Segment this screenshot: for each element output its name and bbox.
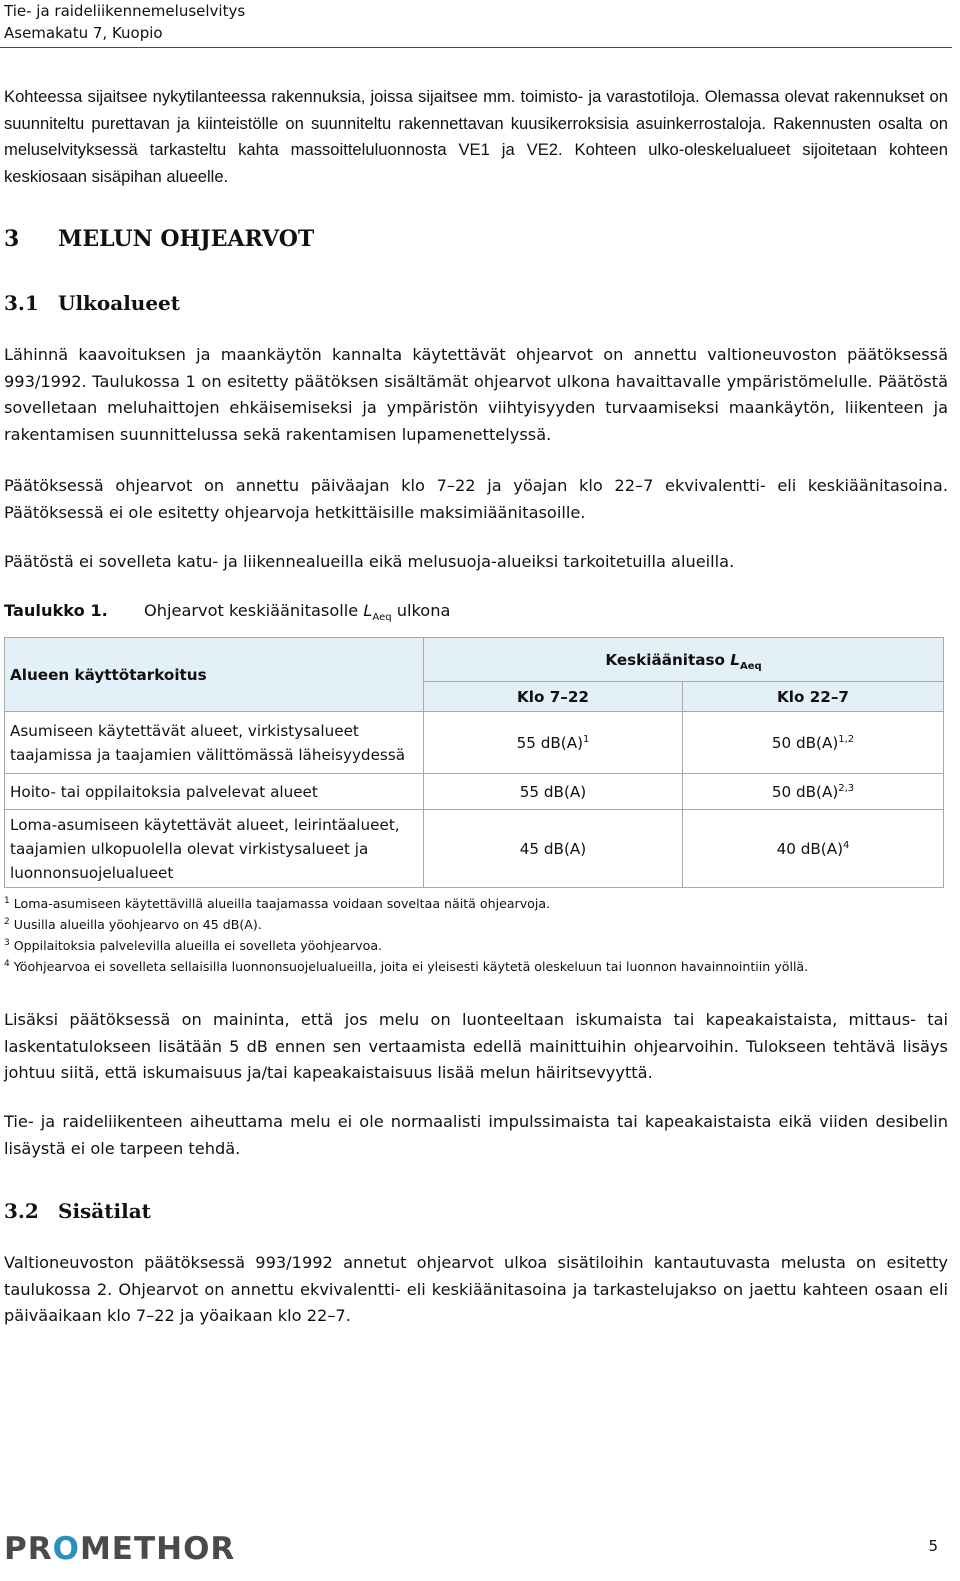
- row-purpose: Loma-asumiseen käytettävät alueet, leirintäalueet, taajamien ulkopuolella olevat virkistysalueet ja luonnonsuojelualueet: [5, 810, 424, 888]
- paragraph-paivaaika: Päätöksessä ohjearvot on annettu päiväajan klo 7–22 ja yöajan klo 22–7 ekvivalentti- eli keskiäänitasoina. Päätöksessä ei ole esitetty ohjearvoja hetkittäisille maksimiäänitasoille.: [4, 476, 948, 522]
- footnote: $^3$ Oppilaitoksia palvelevilla alueilla ei sovelleta yöohjearvoa.: [4, 937, 383, 953]
- section-number: 3: [4, 226, 20, 252]
- page-number: 5: [928, 1537, 938, 1555]
- paragraph-lisaksi: Lisäksi päätöksessä on maininta, että jos melu on luonteeltaan iskumaista tai kapeakaistaista, mittaus- tai laskentatulokseen lisätään 5 dB ennen sen vertaamista edellä mainittuihin ohjearvoihin. Tulokseen tehtävä lisäys johtuu siitä, että iskumaisuus ja/tai kapeakaistaisuus lisää melun häiritsevyyttä.: [4, 1010, 948, 1082]
- row-night-value: 40 $dB(A)^4$: [683, 810, 944, 888]
- row-night-value: 50 $dB(A)^{2,3}$: [683, 774, 944, 810]
- paragraph-sisatilat: Valtioneuvoston päätöksessä 993/1992 annetut ohjearvot ulkoa sisätiloihin kantautuvasta melusta on esitetty taulukossa 2. Ohjearvot on annettu ekvivalentti- eli keskiäänitasoina ja tarkastelujakso on jaettu kahteen osaan eli päiväaikaan klo 7–22 ja yöaikaan klo 22–7.: [4, 1253, 948, 1325]
- header-title: Tie- ja raideliikennemeluselvitys: [4, 2, 246, 20]
- paragraph-tie-raide: Tie- ja raideliikenteen aiheuttama melu ei ole normaalisti impulssimaista tai kapeakaistaista eikä viiden desibelin lisäystä ei ole tarpeen tehdä.: [4, 1112, 948, 1158]
- footnote: $^2$ Uusilla alueilla yöohjearvo on 45 dB(A).: [4, 916, 262, 932]
- col-group-header: Keskiäänitaso $L_{Aeq}$: [424, 638, 944, 682]
- page-header: [4, 0, 245, 44]
- section-number: 3.1: [4, 291, 39, 315]
- table-row: [5, 810, 944, 888]
- row-purpose: Hoito- tai oppilaitoksia palvelevat alueet: [5, 774, 424, 810]
- row-day-value: 55 dB(A): [424, 774, 683, 810]
- section-3-2-heading: [4, 1199, 151, 1223]
- table-row: [5, 712, 944, 774]
- section-title: Ulkoalueet: [58, 291, 181, 315]
- section-3-1-heading: [4, 291, 180, 315]
- intro-paragraph: Kohteessa sijaitsee nykytilanteessa rakennuksia, joissa sijaitsee mm. toimisto- ja varastotiloja. Olemassa olevat rakennukset on suunniteltu purettavan ja kiinteistölle on suunniteltu rakennettavan kuusikerroksisia asuinkerrostaloja. Rakennusten osalta on meluselvityksessä tarkasteltu kahta massoitteluluonnosta VE1 ja VE2. Kohteen ulko-oleskelualueet sijoitetaan kohteen keskiosaan sisäpihan alueelle.: [4, 87, 948, 186]
- col-purpose-header: Alueen käyttötarkoitus: [5, 638, 424, 712]
- table-caption-label: Taulukko 1.: [4, 601, 108, 620]
- footnote: $^4$ Yöohjearvoa ei sovelleta sellaisilla luonnonsuojelualueilla, joita ei yleisesti käytetä oleskeluun tai luonnon havainnointiin yöllä.: [4, 958, 809, 974]
- table-footnotes: [4, 893, 808, 977]
- intro-paragraph-2: Kohteen ulko-oleskelualueet sijoitetaan kohteen keskiosaan sisäpihan alueelle.: [4, 140, 948, 186]
- header-subtitle: Asemakatu 7, Kuopio: [4, 24, 163, 42]
- guideline-table: [4, 637, 944, 888]
- paragraph-ohjearvot: Lähinnä kaavoituksen ja maankäytön kannalta käytettävät ohjearvot on annettu valtioneuvoston päätöksessä 993/1992. Taulukossa 1 on esitetty päätöksen sisältämät ohjearvot ulkona havaittavalle ympäristömelulle. Päätöstä sovelletaan meluhaittojen ehkäisemiseksi ja ympäristön viihtyisyyden turvaamiseksi maankäytön, liikenteen ja rakentamisen suunnittelussa sekä rakentamisen lupamenettelyssä.: [4, 345, 948, 444]
- caption-aeq-sub: Aeq: [372, 612, 392, 624]
- table-caption: [4, 601, 451, 624]
- section-3-heading: [4, 226, 314, 252]
- section-number: 3.2: [4, 1199, 39, 1223]
- footnote: $^1$ Loma-asumiseen käytettävillä alueilla taajamassa voidaan soveltaa näitä ohjearvoja.: [4, 895, 551, 911]
- section-title: MELUN OHJEARVOT: [58, 226, 315, 252]
- row-purpose: Asumiseen käytettävät alueet, virkistysalueet taajamissa ja taajamien välittömässä läheisyydessä: [5, 712, 424, 774]
- paragraph-ei-sovelleta: Päätöstä ei sovelleta katu- ja liikennealueilla eikä melusuoja-alueiksi tarkoitetuilla alueilla.: [4, 552, 735, 571]
- row-day-value: 55 $dB(A)^1$: [424, 712, 683, 774]
- col-night-header: Klo 22–7: [683, 682, 944, 712]
- row-day-value: 45 dB(A): [424, 810, 683, 888]
- table-caption-text: Ohjearvot keskiäänitasolle: [144, 601, 359, 620]
- header-divider: [0, 47, 952, 48]
- section-title: Sisätilat: [58, 1199, 151, 1223]
- table-header-row: [5, 638, 944, 682]
- col-day-header: Klo 7–22: [424, 682, 683, 712]
- caption-l-symbol: L: [363, 601, 373, 620]
- table-row: [5, 774, 944, 810]
- row-night-value: 50 $dB(A)^{1,2}$: [683, 712, 944, 774]
- caption-tail: ulkona: [396, 601, 451, 620]
- promethor-logo: PROMETHOR: [4, 1531, 236, 1567]
